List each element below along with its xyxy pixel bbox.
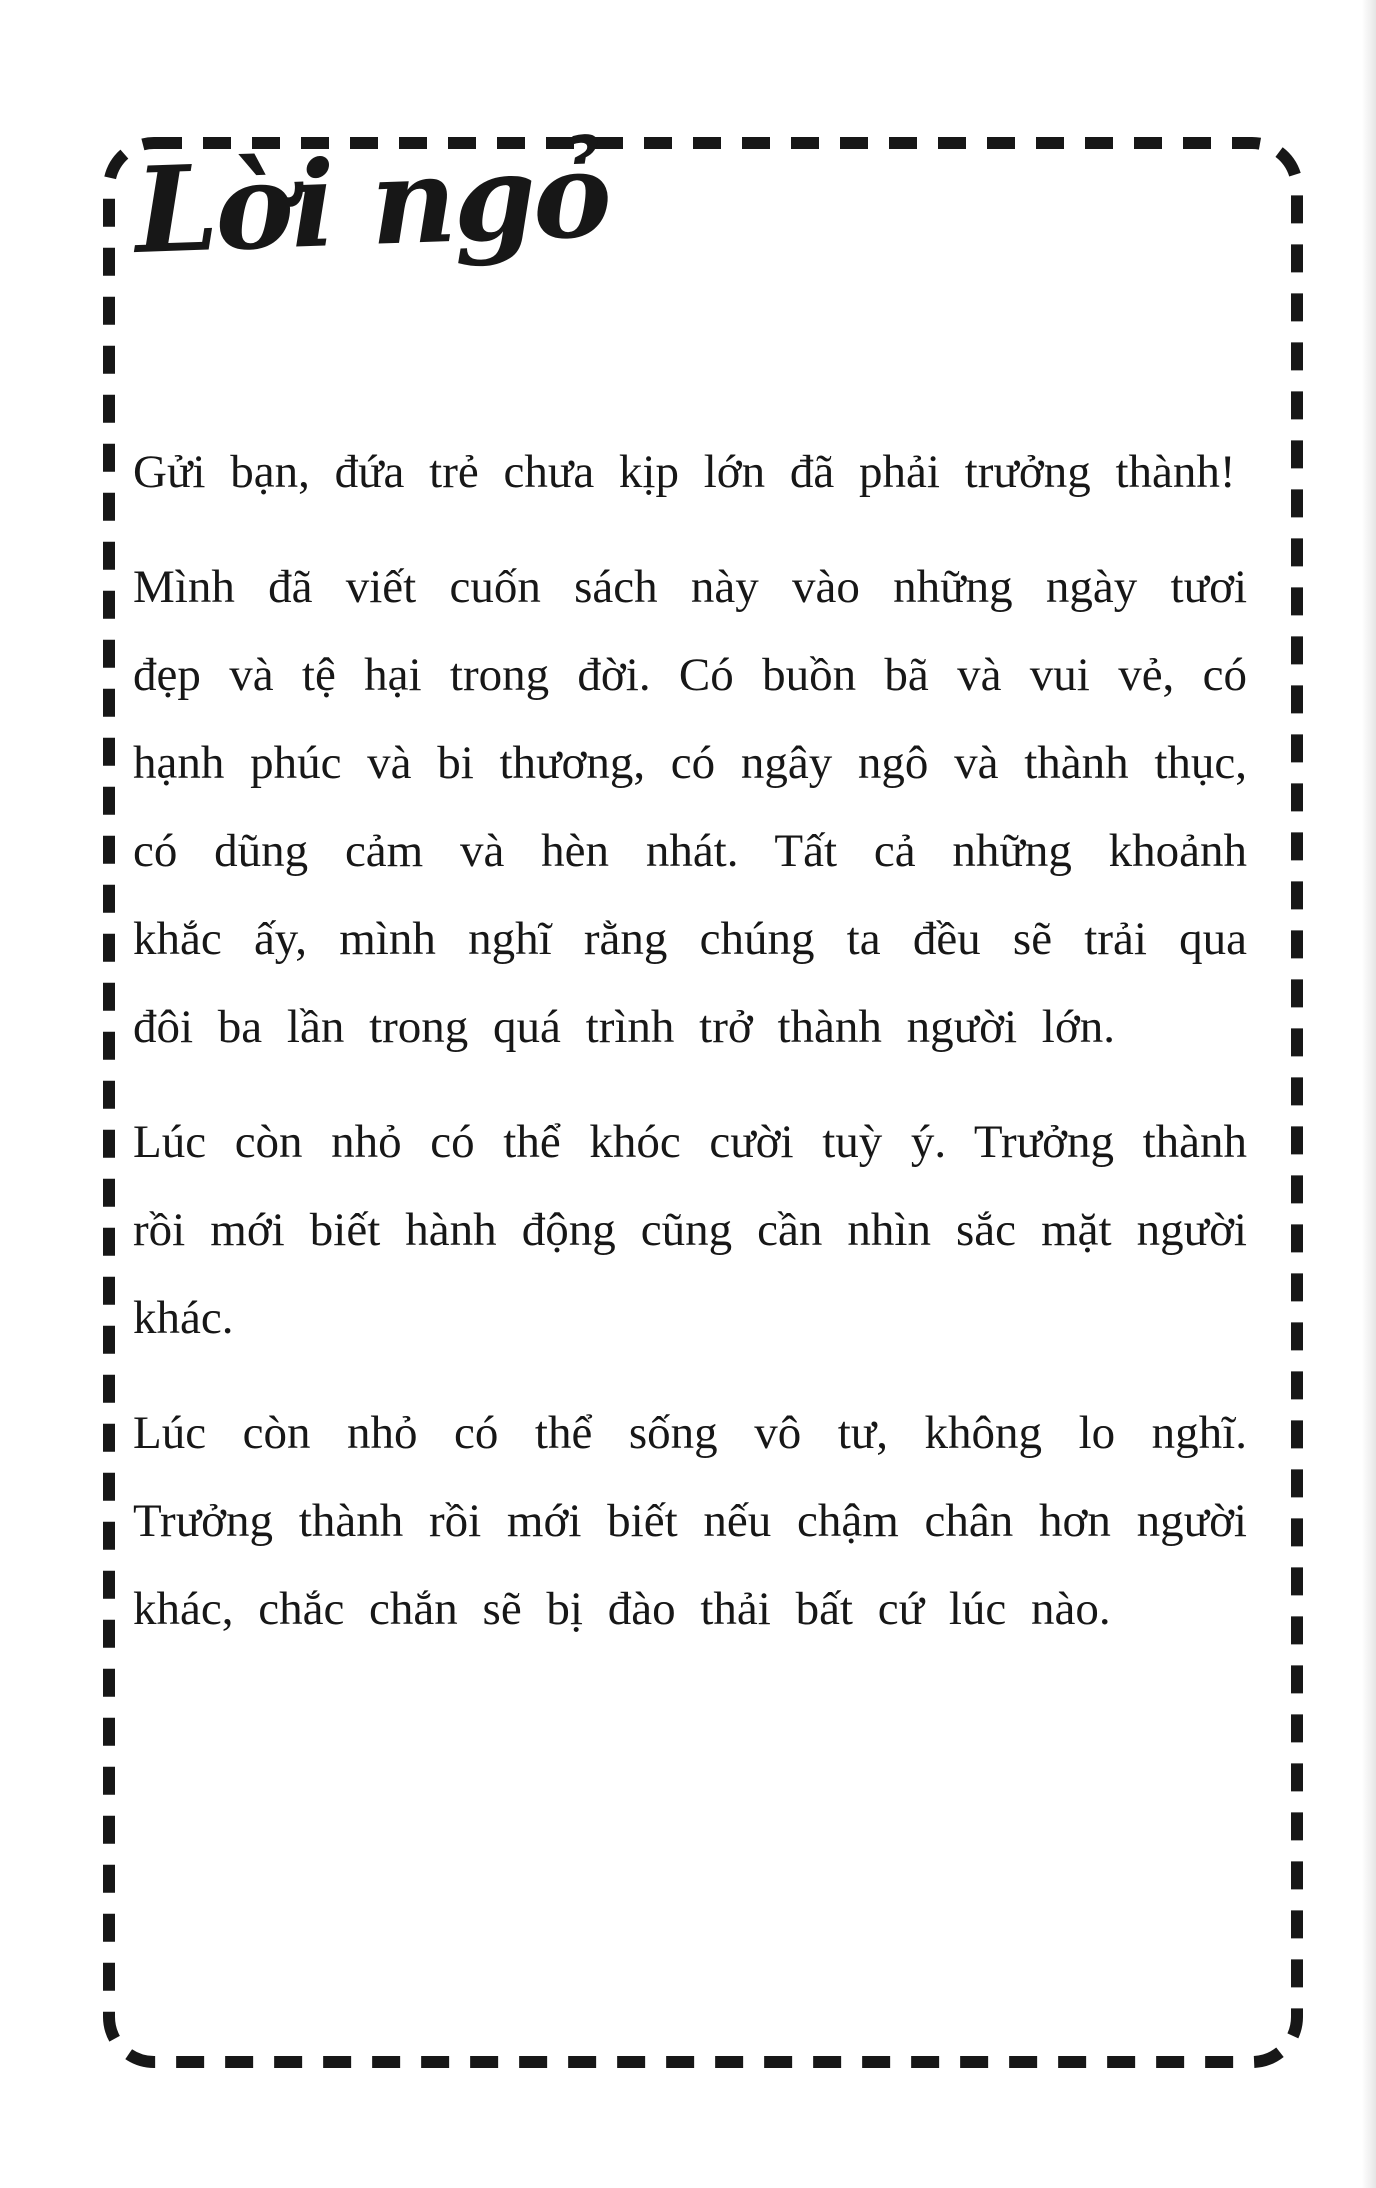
page-body-text (133, 428, 1247, 1653)
paragraph-childhood-crying: Lúc còn nhỏ có thể khóc cười tuỳ ý. Trưởng thành rồi mới biết hành động cũng cần nhìn sắc mặt người khác. (133, 1116, 1247, 1344)
page-title: Lời ngỏ (132, 124, 611, 281)
paragraph-childhood-carefree: Lúc còn nhỏ có thể sống vô tư, không lo nghĩ. Trưởng thành rồi mới biết nếu chậm chân hơn người khác, chắc chắn sẽ bị đào thải bất cứ lúc nào. (133, 1407, 1247, 1635)
paragraph-greeting: Gửi bạn, đứa trẻ chưa kịp lớn đã phải trưởng thành! (133, 446, 1236, 498)
paragraph-writing-context: Mình đã viết cuốn sách này vào những ngày tươi đẹp và tệ hại trong đời. Có buồn bã và vui vẻ, có hạnh phúc và bi thương, có ngây ngô và thành thục, có dũng cảm và hèn nhát. Tất cả những khoảnh khắc ấy, mình nghĩ rằng chúng ta đều sẽ trải qua đôi ba lần trong quá trình trở thành người lớn. (133, 561, 1247, 1053)
